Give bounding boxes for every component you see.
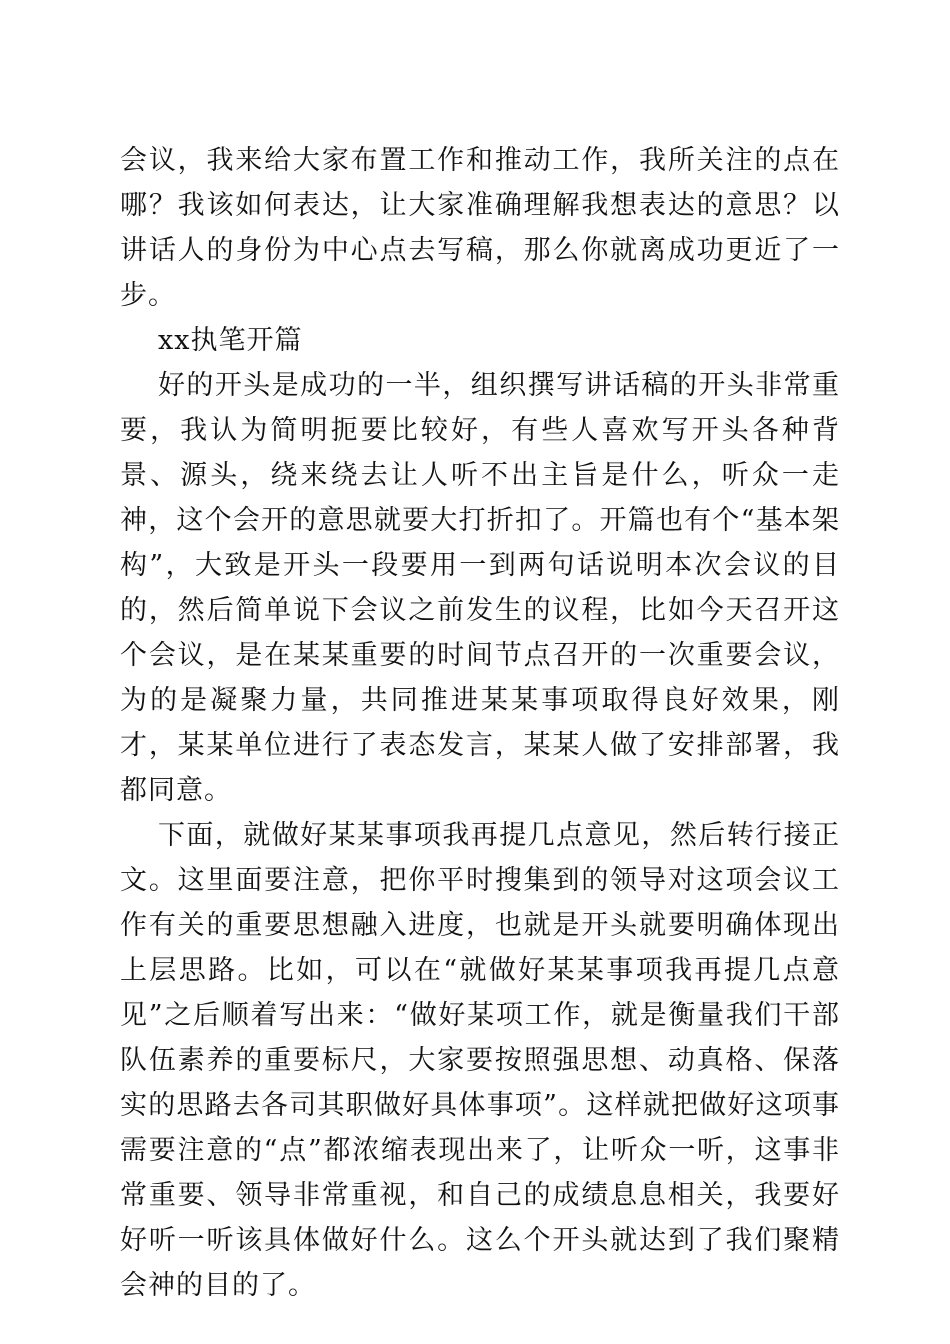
paragraph-opening: 好的开头是成功的一半，组织撰写讲话稿的开头非常重要，我认为简明扼要比较好，有些人喜欢写开头各种背景、源头，绕来绕去让人听不出主旨是什么，听众一走神，这个会开的意思就要大打折扣了。开篇也有个“基本架构”，大致是开头一段要用一到两句话说明本次会议的目的，然后简单说下会议之前发生的议程，比如今天召开这个会议，是在某某重要的时间节点召开的一次重要会议，为的是凝聚力量，共同推进某某事项取得良好效果，刚才，某某单位进行了表态发言，某某人做了安排部署，我都同意。 bbox=[120, 370, 840, 806]
paragraph-transition: 下面，就做好某某事项我再提几点意见，然后转行接正文。这里面要注意，把你平时搜集到的领导对这项会议工作有关的重要思想融入进度，也就是开头就要明确体现出上层思路。比如，可以在“就做好某某事项我再提几点意见”之后顺着写出来：“做好某项工作，就是衡量我们干部队伍素养的重要标尺，大家要按照强思想、动真格、保落实的思路去各司其职做好具体事项”。这样就把做好这项事需要注意的“点”都浓缩表现出来了，让听众一听，这事非常重要、领导非常重视，和自己的成绩息息相关，我要好好听一听该具体做好什么。这么个开头就达到了我们聚精会神的目的了。 bbox=[120, 820, 840, 1301]
document-body bbox=[120, 138, 840, 1308]
paragraph-continuation: 会议，我来给大家布置工作和推动工作，我所关注的点在哪？我该如何表达，让大家准确理解我想表达的意思？以讲话人的身份为中心点去写稿，那么你就离成功更近了一步。 bbox=[120, 145, 840, 311]
section-heading: xx执笔开篇 bbox=[158, 325, 303, 356]
